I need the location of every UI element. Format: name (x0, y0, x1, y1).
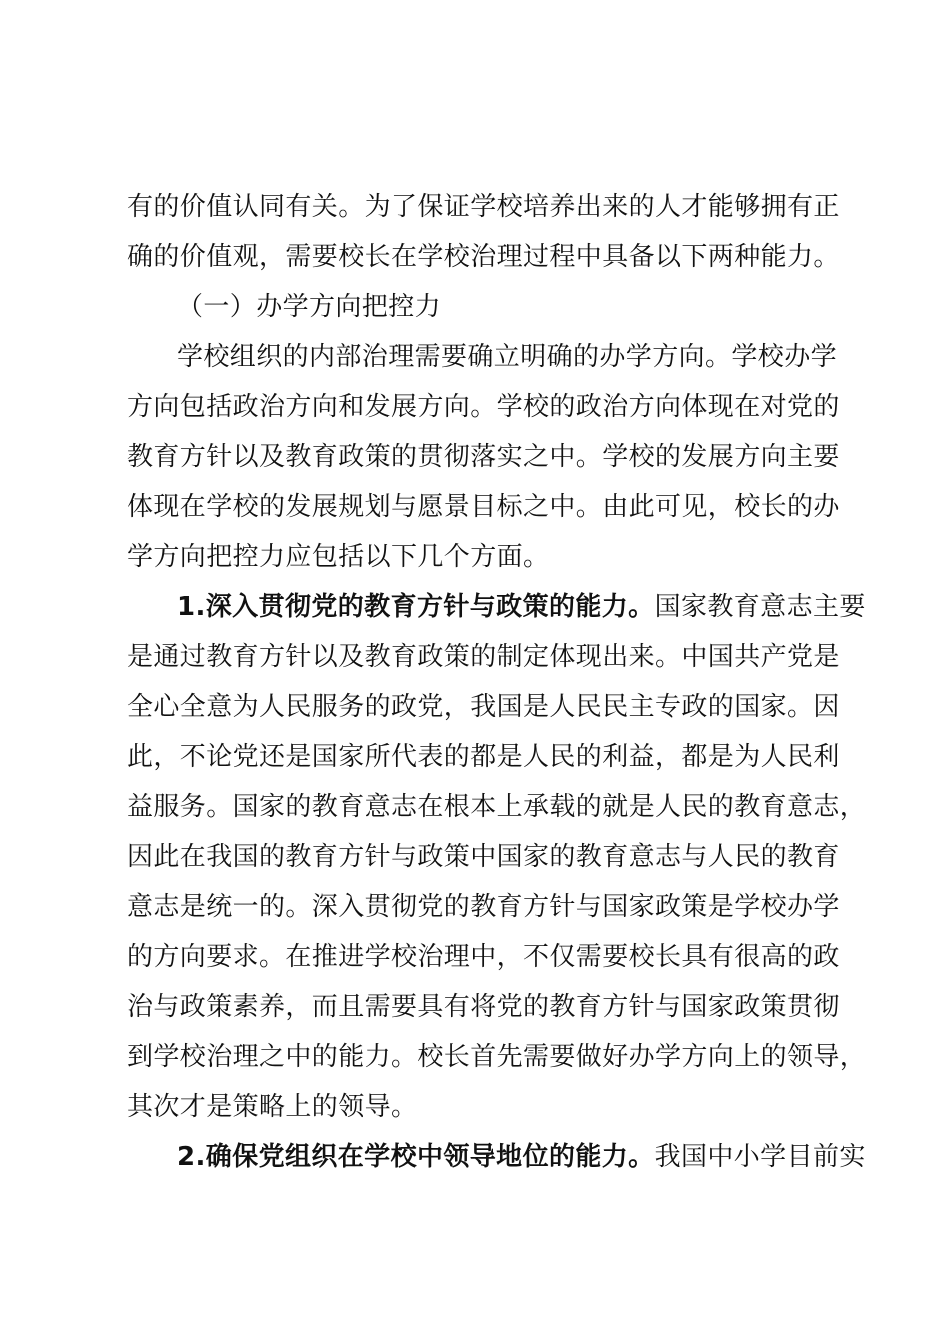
paragraph-line: 的方向要求。在推进学校治理中，不仅需要校长具有很高的政 (127, 942, 840, 972)
paragraph-line: 学校组织的内部治理需要确立明确的办学方向。学校办学 (177, 342, 838, 372)
item-1-heading: 1.深入贯彻党的教育方针与政策的能力。 (177, 592, 655, 622)
item-2-heading: 2.确保党组织在学校中领导地位的能力。 (177, 1142, 655, 1172)
paragraph-line: 因此在我国的教育方针与政策中国家的教育意志与人民的教育 (127, 842, 840, 872)
paragraph-line: 教育方针以及教育政策的贯彻落实之中。学校的发展方向主要 (127, 442, 840, 472)
paragraph-line: 其次才是策略上的领导。 (127, 1092, 418, 1122)
item-1-first-line (177, 590, 897, 624)
item-1-text: 国家教育意志主要 (654, 592, 866, 622)
paragraph-line: 有的价值认同有关。为了保证学校培养出来的人才能够拥有正 (127, 192, 840, 222)
paragraph-line: 益服务。国家的教育意志在根本上承载的就是人民的教育意志， (127, 792, 867, 822)
paragraph-line: 体现在学校的发展规划与愿景目标之中。由此可见，校长的办 (127, 492, 840, 522)
paragraph-line: 意志是统一的。深入贯彻党的教育方针与国家政策是学校办学 (127, 892, 840, 922)
paragraph-line: 方向包括政治方向和发展方向。学校的政治方向体现在对党的 (127, 392, 840, 422)
item-2-first-line (177, 1140, 897, 1174)
paragraph-line: 学方向把控力应包括以下几个方面。 (127, 542, 550, 572)
paragraph-line: 治与政策素养，而且需要具有将党的教育方针与国家政策贯彻 (127, 992, 840, 1022)
paragraph-line: 是通过教育方针以及教育政策的制定体现出来。中国共产党是 (127, 642, 840, 672)
paragraph-line: 此，不论党还是国家所代表的都是人民的利益，都是为人民利 (127, 742, 840, 772)
paragraph-line: 到学校治理之中的能力。校长首先需要做好办学方向上的领导， (127, 1042, 867, 1072)
paragraph-line: 确的价值观，需要校长在学校治理过程中具备以下两种能力。 (127, 242, 840, 272)
item-2-text: 我国中小学目前实 (654, 1142, 866, 1172)
paragraph-line: 全心全意为人民服务的政党，我国是人民民主专政的国家。因 (127, 692, 840, 722)
section-heading: （一）办学方向把控力 (177, 292, 442, 322)
